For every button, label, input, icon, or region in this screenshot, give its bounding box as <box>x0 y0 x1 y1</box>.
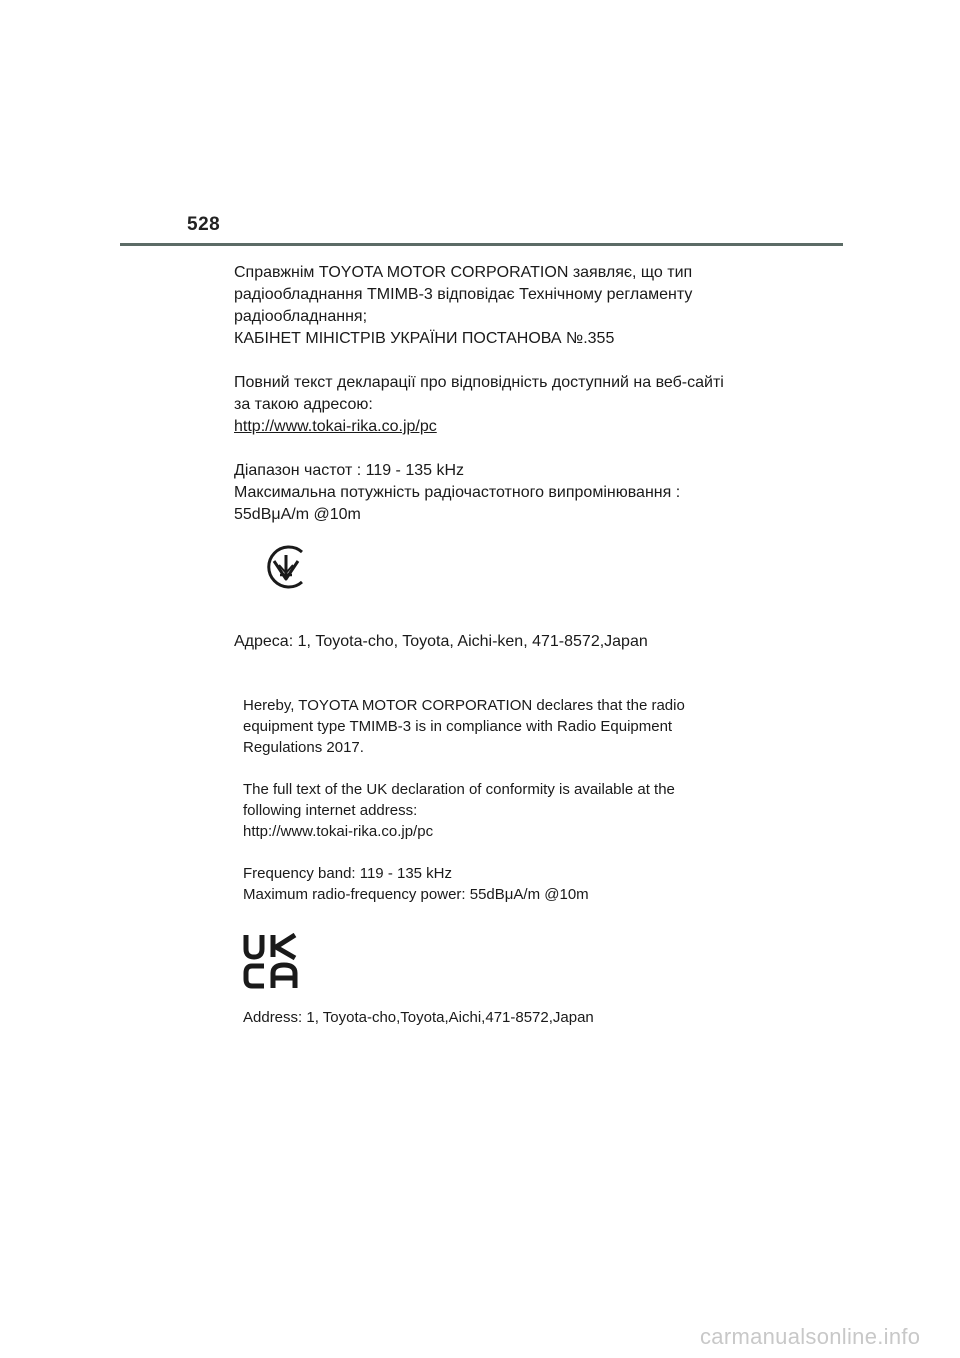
ua-declaration-line: радіообладнання; <box>234 308 368 325</box>
ua-declaration-link[interactable]: http://www.tokai-rika.co.jp/pc <box>234 418 437 435</box>
uk-fulltext-line: following internet address: <box>243 802 418 819</box>
ua-resolution-line: КАБІНЕТ МІНІСТРІВ УКРАЇНИ ПОСТАНОВА №.355 <box>234 330 615 347</box>
ukrainian-conformity-mark-icon <box>262 543 310 591</box>
ua-fulltext-line: Повний текст декларації про відповідність доступний на веб-сайті <box>234 374 724 391</box>
ua-power-value: 55dBμA/m @10m <box>234 506 361 523</box>
ua-power-line: Максимальна потужність радіочастотного випромінювання : <box>234 484 681 501</box>
header-rule <box>120 243 843 246</box>
uk-address: Address: 1, Toyota-cho,Toyota,Aichi,471-8572,Japan <box>243 1009 594 1026</box>
uk-declaration-line: equipment type TMIMB-3 is in compliance with Radio Equipment <box>243 718 673 735</box>
uk-power: Maximum radio-frequency power: 55dBμA/m @10m <box>243 886 589 903</box>
page-number: 528 <box>187 214 221 235</box>
uk-declaration-line: Regulations 2017. <box>243 739 364 756</box>
uk-frequency: Frequency band: 119 - 135 kHz <box>243 865 453 882</box>
ua-frequency: Діапазон частот : 119 - 135 kHz <box>234 462 465 479</box>
ua-declaration-line: Справжнім TOYOTA MOTOR CORPORATION заявляє, що тип <box>234 264 693 281</box>
uk-declaration-line: Hereby, TOYOTA MOTOR CORPORATION declares that the radio <box>243 697 685 714</box>
ua-address: Адреса: 1, Toyota-cho, Toyota, Aichi-ken, 471-8572,Japan <box>234 633 648 650</box>
uk-fulltext-line: The full text of the UK declaration of conformity is available at the <box>243 781 675 798</box>
ua-declaration-line: радіообладнання TMIMB-3 відповідає Технічному регламенту <box>234 286 693 303</box>
ukca-mark-icon <box>243 933 299 989</box>
uk-declaration-link[interactable]: http://www.tokai-rika.co.jp/pc <box>243 823 434 840</box>
watermark: carmanualsonline.info <box>700 1324 921 1349</box>
ua-fulltext-line: за такою адресою: <box>234 396 373 413</box>
ukraine-declaration-section <box>234 262 794 526</box>
uk-declaration-section <box>243 695 743 905</box>
